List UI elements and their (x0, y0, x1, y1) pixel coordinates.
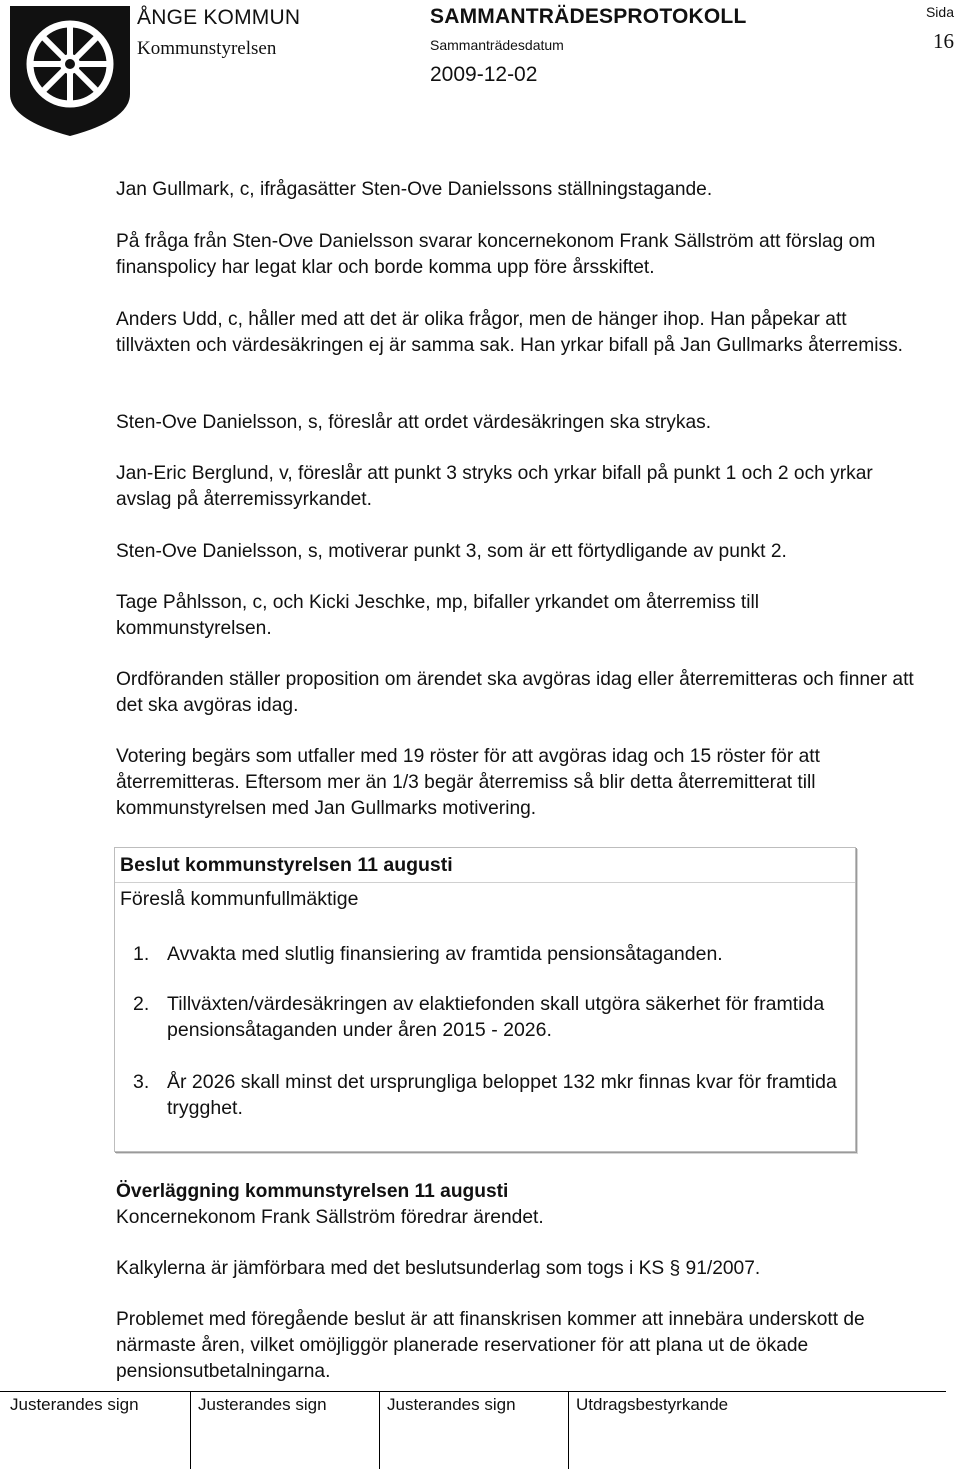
page-label: Sida (925, 4, 954, 20)
meeting-date: 2009-12-02 (430, 63, 538, 86)
signature-cell: Justerandes sign (198, 1395, 327, 1414)
paragraph: Sten-Ove Danielsson, s, motiverar punkt 3, som är ett förtydligande av punkt 2. (116, 541, 787, 562)
municipality-name: ÅNGE KOMMUN (137, 6, 301, 29)
certification-cell: Utdragsbestyrkande (576, 1395, 729, 1414)
deliberation-line: Koncernekonom Frank Sällström föredrar ärendet. (116, 1207, 544, 1228)
page-number: 16 (933, 29, 954, 53)
signature-cell: Justerandes sign (387, 1395, 516, 1414)
meeting-date-label: Sammanträdesdatum (430, 37, 564, 53)
paragraph: Sten-Ove Danielsson, s, föreslår att ordet värdesäkringen ska strykas. (116, 412, 712, 433)
paragraph: Votering begärs som utfaller med 19 röster för att avgöras idag och 15 röster för att återremitteras. Eftersom mer än 1/3 begär återremiss så blir detta återremitterat till kommunstyrelsen med Jan Gullmarks motivering. (116, 746, 820, 819)
decision-title: Beslut kommunstyrelsen 11 augusti (120, 854, 453, 876)
decision-box (114, 847, 856, 1152)
paragraph: Tage Påhlsson, c, och Kicki Jeschke, mp, bifaller yrkandet om återremiss till kommunstyrelsen. (116, 592, 760, 639)
decision-item-text: År 2026 skall minst det ursprungliga beloppet 132 mkr finnas kvar för framtida trygghet. (167, 1071, 837, 1119)
decision-item-number: 1. (133, 943, 150, 965)
decision-title-row (115, 848, 855, 883)
paragraph: På fråga från Sten-Ove Danielsson svarar koncernekonom Frank Sällström att förslag om finanspolicy har legat klar och borde komma upp före årsskiftet. (116, 231, 876, 278)
decision-item-number: 2. (133, 993, 150, 1015)
municipality-logo (6, 2, 134, 138)
committee-name: Kommunstyrelsen (137, 38, 277, 59)
footer-divider (190, 1392, 191, 1469)
footer-divider (379, 1392, 380, 1469)
paragraph: Anders Udd, c, håller med att det är olika frågor, men de hänger ihop. Han påpekar att tillväxten och värdesäkringen ej är samma sak. Han yrkar bifall på Jan Gullmarks återremiss. (116, 309, 903, 356)
decision-item-text: Avvakta med slutlig finansiering av framtida pensionsåtaganden. (167, 943, 723, 965)
decision-subtitle: Föreslå kommunfullmäktige (120, 888, 359, 910)
paragraph: Problemet med föregående beslut är att finanskrisen kommer att innebära underskott de närmaste åren, vilket omöjliggör planerade reservationer för att plana ut de ökade pensionsutbetalningarna. (116, 1309, 865, 1382)
paragraph: Jan Gullmark, c, ifrågasätter Sten-Ove Danielssons ställningstagande. (116, 179, 713, 200)
paragraph: Kalkylerna är jämförbara med det beslutsunderlag som togs i KS § 91/2007. (116, 1258, 761, 1279)
document-title: SAMMANTRÄDESPROTOKOLL (430, 5, 747, 28)
decision-item-text: Tillväxten/värdesäkringen av elaktiefonden skall utgöra säkerhet för framtida pensionsåtaganden under åren 2015 - 2026. (167, 993, 825, 1041)
decision-item-number: 3. (133, 1071, 150, 1093)
paragraph: Ordföranden ställer proposition om ärendet ska avgöras idag eller återremitteras och finner att det ska avgöras idag. (116, 669, 914, 716)
signature-cell: Justerandes sign (10, 1395, 139, 1414)
paragraph: Jan-Eric Berglund, v, föreslår att punkt 3 stryks och yrkar bifall på punkt 1 och 2 och yrkar avslag på återremissyrkandet. (116, 463, 873, 510)
deliberation-heading: Överläggning kommunstyrelsen 11 augusti (116, 1181, 509, 1202)
footer-divider (568, 1392, 569, 1469)
